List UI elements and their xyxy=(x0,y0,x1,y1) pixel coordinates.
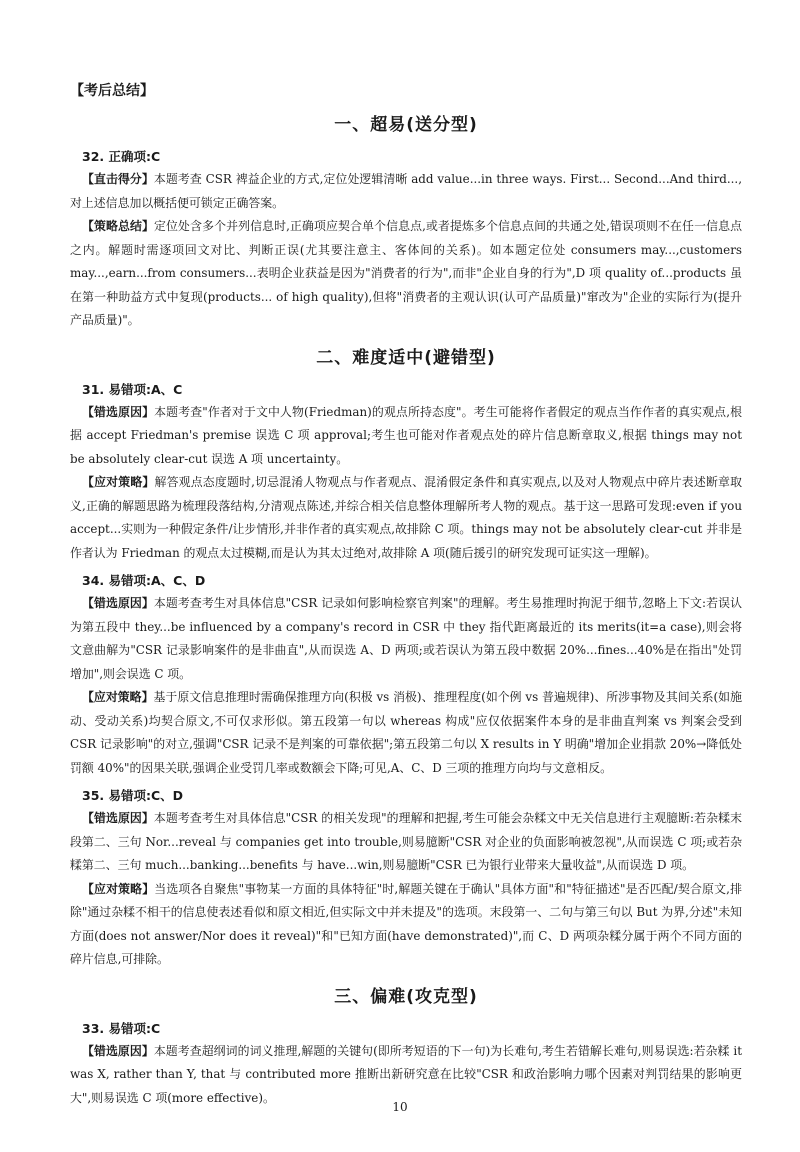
paragraph-tag: 【错选原因】 xyxy=(82,404,155,419)
question-head: 35. 易错项:C、D xyxy=(82,788,184,803)
question-item xyxy=(70,571,742,780)
paragraph-text: 本题考查 CSR 裨益企业的方式,定位处逻辑清晰 add value...in three ways. First... Second...And third...,对上述信息加以概括便可锁定正确答案。 xyxy=(70,172,742,210)
paragraph xyxy=(70,471,742,565)
question-item xyxy=(70,380,742,566)
paragraph-text: 本题考查考生对具体信息"CSR 的相关发现"的理解和把握,考生可能会杂糅文中无关信息进行主观臆断:若杂糅末段第二、三句 Nor...reveal 与 companies get into trouble,则易臆断"CSR 对企业的负面影响被忽视",从而误选 C 项;或若杂糅第二、三句 much...banking...benefits 与 have...win,则易臆断"CSR 已为银行业带来大量收益",从而误选 D 项。 xyxy=(70,811,742,872)
paragraph-tag: 【直击得分】 xyxy=(82,172,154,186)
paragraph-tag: 【错选原因】 xyxy=(82,1043,154,1058)
question-head: 32. 正确项:C xyxy=(82,149,161,164)
paragraph-text: 定位处含多个并列信息时,正确项应契合单个信息点,或者提炼多个信息点间的共通之处,错误项则不在任一信息点之内。解题时需逐项回文对比、判断正误(尤其要注意主、客体间的关系)。如本题定位处 consumers may...,customers may...,earn...from consumers...表明企业获益是因为"消费者的行为",而非"企业自身的行为",D 项 quality of...products 虽在第一种助益方式中复现(products... of high quality),但将"消费者的主观认识(认可产品质量)"窜改为"企业的实际行为(提升产品质量)"。 xyxy=(70,219,742,327)
paragraph-tag: 【错选原因】 xyxy=(82,596,154,610)
section-title: 三、偏难(攻克型) xyxy=(334,986,478,1007)
paragraph-text: 本题考查超纲词的词义推理,解题的关键句(即所考短语的下一句)为长难句,考生若错解长难句,则易误选:若杂糅 it was X, rather than Y, that 与 contributed more 推断出新研究意在比较"CSR 和政治影响力哪个因素对判罚结果的影响更大",则易误选 C 项(more effective)。 xyxy=(70,1043,742,1105)
paragraph xyxy=(70,215,742,333)
question-head: 31. 易错项:A、C xyxy=(82,381,183,397)
paragraph-tag: 【策略总结】 xyxy=(82,219,155,233)
paragraph xyxy=(70,686,742,780)
section-title: 二、难度适中(避错型) xyxy=(316,347,496,368)
question-head: 33. 易错项:C xyxy=(82,1020,161,1036)
paragraph xyxy=(70,401,742,472)
paragraph-tag: 【应对策略】 xyxy=(82,881,155,896)
page-number: 10 xyxy=(392,1100,408,1114)
paragraph xyxy=(70,878,742,972)
question-item xyxy=(70,147,742,333)
question-item xyxy=(70,1019,742,1111)
paragraph xyxy=(70,168,742,215)
summary-label: 【考后总结】 xyxy=(70,83,154,99)
paragraph-text: 基于原文信息推理时需确保推理方向(积极 vs 消极)、推理程度(如个例 vs 普遍规律)、所涉事物及其间关系(如施动、受动关系)均契合原文,不可仅求形似。第五段第一句以 whereas 构成"应仅依据案件本身的是非曲直判案 vs 判案会受到 CSR 记录影响"的对立,强调"CSR 记录不是判案的可靠依据";第五段第二句以 X results in Y 明确"增加企业捐款 20%→降低处罚额 40%"的因果关联,强调企业受罚几率或数额会下降;可见,A、C、D 三项的推理方向均与文意相反。 xyxy=(70,690,742,775)
question-head: 34. 易错项:A、C、D xyxy=(82,573,206,588)
section-title: 一、超易(送分型) xyxy=(334,115,478,135)
paragraph xyxy=(70,807,742,878)
paragraph-tag: 【应对策略】 xyxy=(82,475,155,489)
question-item xyxy=(70,786,742,972)
paragraph-text: 本题考查"作者对于文中人物(Friedman)的观点所持态度"。考生可能将作者假定的观点当作作者的真实观点,根据 accept Friedman's premise 误选 C 项 approval;考生也可能对作者观点处的碎片信息断章取义,根据 things may not be absolutely clear-cut 误选 A 项 uncertainty。 xyxy=(70,404,742,466)
paragraph-text: 当选项各自聚焦"事物某一方面的具体特征"时,解题关键在于确认"具体方面"和"特征描述"是否匹配/契合原文,排除"通过杂糅不相干的信息使表述看似和原文相近,但实际文中并未提及"的选项。末段第一、二句与第三句以 But 为界,分述"未知方面(does not answer/Nor does it reveal)"和"已知方面(have demonstrated)",而 C、D 两项杂糅分属于两个不同方面的碎片信息,可排除。 xyxy=(70,881,742,966)
paragraph-text: 解答观点态度题时,切忌混淆人物观点与作者观点、混淆假定条件和真实观点,以及对人物观点中碎片表述断章取义,正确的解题思路为梳理段落结构,分清观点陈述,并综合相关信息整体理解所考人物的观点。基于这一思路可发现:even if you accept...实则为一种假定条件/让步情形,并非作者的真实观点,故排除 C 项。things may not be absolutely clear-cut 并非是作者认为 Friedman 的观点太过模糊,而是认为其太过绝对,故排除 A 项(随后援引的研究发现可证实这一理解)。 xyxy=(70,475,742,560)
paragraph xyxy=(70,592,742,686)
paragraph-text: 本题考查考生对具体信息"CSR 记录如何影响检察官判案"的理解。考生易推理时拘泥于细节,忽略上下文:若误认为第五段中 they...be influenced by a company's record in CSR 中 they 指代距离最近的 its merits(it=a case),则会将文意曲解为"CSR 记录影响案件的是非曲直",从而误选 A、D 两项;或若误认为第五段中数据 20%...fines...40%是在指出"处罚增加",则会误选 C 项。 xyxy=(70,596,742,681)
paragraph-tag: 【错选原因】 xyxy=(82,811,154,825)
paragraph-tag: 【应对策略】 xyxy=(82,690,154,704)
